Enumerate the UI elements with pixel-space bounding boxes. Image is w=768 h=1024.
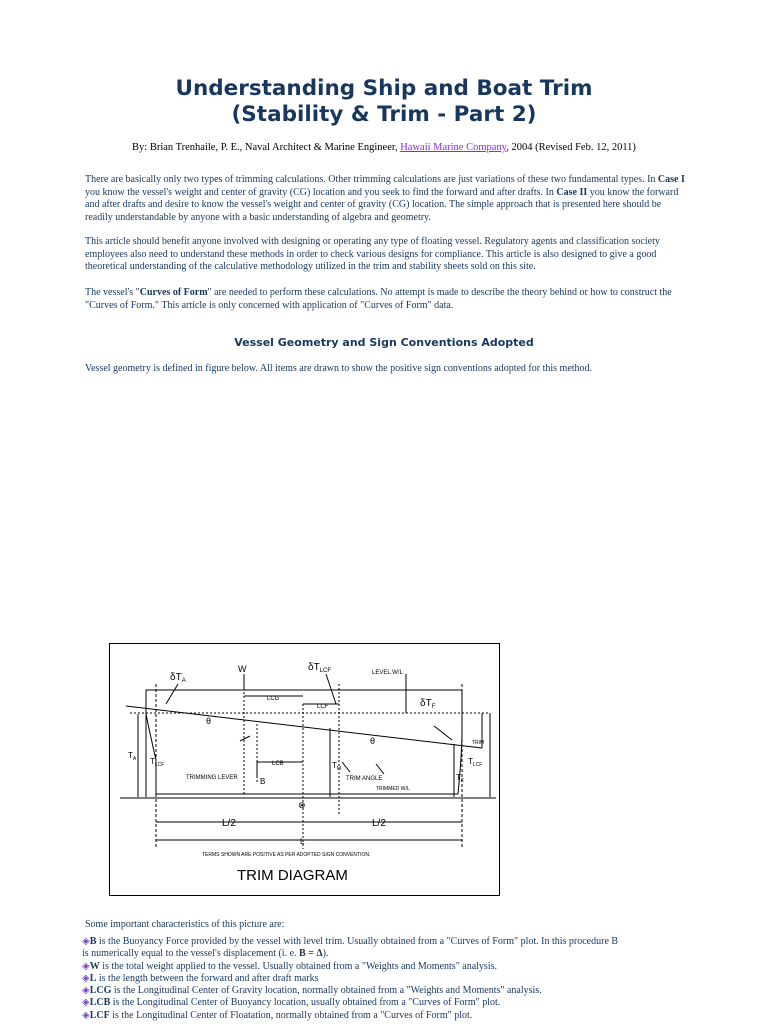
p1-text-c: you know the forward and after drafts and desire to know the vessel's weight and center of gravity (CG) location. The simple approach that is presented here should be readily understandable by anyone with a basic understanding of algebra and geometry. (85, 186, 679, 223)
w-label: W (238, 664, 247, 674)
level-wl-label: LEVEL W/L (372, 670, 403, 676)
trim-diagram-svg (110, 644, 499, 895)
term-symbol: LCB (89, 997, 111, 1009)
intro-paragraph-1 (85, 174, 685, 224)
term-text: is the Buoyancy Force provided by the vessel with level trim. Usually obtained from a "Curves of Form" plot. In this procedure B (96, 936, 619, 947)
section-text: Vessel geometry is defined in figure below. All items are drawn to show the positive sign conventions adopted for this method. (85, 363, 593, 374)
term-text: is the length between the forward and after draft marks (96, 972, 319, 984)
characteristics-intro: Some important characteristics of this picture are: (85, 919, 285, 930)
title-line-2: (Stability & Trim - Part 2) (231, 102, 537, 127)
p3-text-a: The vessel's " (85, 287, 140, 298)
p1-text-b: you know the vessel's weight and center of gravity (CG) location and you seek to find the forward and after drafts. In (85, 186, 557, 198)
bullet-diamond-icon: ◈ (82, 997, 90, 1009)
trimmed-waterline (126, 706, 485, 748)
tf-label: $T_F$ (456, 773, 464, 784)
dta-pointer (166, 684, 178, 704)
trimmed-wl-label: TRIMMED W/L (376, 786, 410, 792)
trim-angle-pointer (342, 762, 350, 772)
bullet-diamond-icon: ◈ (82, 960, 90, 972)
lcb-label: LCB (272, 761, 284, 767)
b-label: B (260, 777, 266, 786)
theta-label-2: θ (370, 736, 376, 746)
list-item (82, 948, 702, 960)
ta-label: $T_A$ (128, 751, 137, 762)
term-symbol: L (89, 972, 97, 984)
byline-prefix: By: Brian Trenhaile, P. E., Naval Architect & Marine Engineer, (132, 142, 401, 153)
diagram-caption: TRIM DIAGRAM (237, 867, 348, 884)
case-1-label: Case I (657, 174, 685, 185)
term-text: ). (322, 948, 329, 960)
tm-label: $T_M$ (332, 761, 342, 772)
bullet-diamond-icon: ◈ (82, 985, 90, 997)
byline-suffix: , 2004 (Revised Feb. 12, 2011) (506, 142, 636, 153)
dtlcf-pointer (326, 674, 336, 704)
lcf-label: LCF (317, 704, 329, 710)
sign-convention-note: TERMS SHOWN ARE POSITIVE AS PER ADOPTED SIGN CONVENTION. (202, 852, 371, 858)
term-text: is the Longitudinal Center of Gravity location, normally obtained from a "Weights and Moments" analysis. (111, 985, 542, 997)
curves-of-form-label: Curves of Form (139, 287, 208, 298)
dta-label: $\delta T_A$ (170, 672, 186, 684)
trim-angle-label: TRIM ANGLE (346, 776, 383, 782)
list-item (82, 936, 702, 948)
midship-symbol: ⊗ (298, 800, 306, 810)
term-text: is the Longitudinal Center of Floatation, normally obtained from a "Curves of Form" plot. (109, 1009, 473, 1021)
term-symbol: W (89, 960, 100, 972)
p1-text-a: There are basically only two types of trimming calculations. Other trimming calculations are just variations of these two fundamental types. In (85, 174, 658, 185)
lcg-label: LCG (267, 696, 280, 702)
intro-paragraph-2: This article should benefit anyone involved with designing or operating any type of floating vessel. Regulatory agents and classification society employees also need to understand these methods in order to check various designs for compliance. This article is also designed to give a good theoretical understanding of the calculative methodology utilized in the trim and stability sheets sold on this site. (85, 236, 660, 273)
term-text: is numerically equal to the vessel's displacement (i. e. (82, 948, 300, 960)
list-item (82, 997, 702, 1009)
byline (0, 142, 768, 153)
section-heading: Vessel Geometry and Sign Conventions Adopted (234, 336, 534, 349)
l2-left-label: L/2 (222, 818, 236, 829)
term-equation: B = Δ (299, 948, 323, 960)
tlcf-right-label: $T_{LCF}$ (468, 757, 483, 768)
dtf-label: $\delta T_F$ (420, 698, 436, 710)
list-item (82, 1010, 702, 1022)
company-link[interactable]: Hawaii Marine Company (400, 142, 507, 153)
l2-right-label: L/2 (372, 818, 386, 829)
trimming-lever-label: TRIMMING LEVER (186, 775, 238, 781)
trimming-lever-pointer (240, 736, 250, 741)
title-line-1: Understanding Ship and Boat Trim (175, 76, 593, 101)
characteristics-list (82, 936, 702, 1022)
term-symbol: LCF (89, 1009, 110, 1021)
dtf-pointer (434, 726, 452, 740)
term-symbol: LCG (89, 985, 112, 997)
list-item (82, 985, 702, 997)
case-2-label: Case II (556, 186, 588, 198)
p3-text-b: " are needed to perform these calculations. No attempt is made to describe the theory behind or how to construct the "Curves of Form." This article is only concerned with application of "Curves of Form" data. (85, 287, 672, 311)
term-text: is the total weight applied to the vessel. Usually obtained from a "Weights and Moments" analysis. (99, 960, 497, 972)
bullet-diamond-icon: ◈ (82, 936, 90, 947)
trim-diagram (109, 643, 500, 896)
theta-label-1: θ (206, 716, 212, 726)
term-symbol: B (89, 936, 97, 947)
term-text: is the Longitudinal Center of Buoyancy location, usually obtained from a "Curves of Form" plot. (110, 997, 501, 1009)
intro-paragraph-3 (85, 287, 685, 312)
list-item (82, 973, 702, 985)
tlcf-left-label: $T_{LCF}$ (150, 757, 165, 768)
dtlcf-label: $\delta T_{LCF}$ (308, 662, 332, 674)
trimmed-wl-pointer (376, 764, 384, 774)
bullet-diamond-icon: ◈ (82, 972, 90, 984)
trim-label: TRIM (472, 740, 485, 746)
list-item (82, 961, 702, 973)
l-label: L (300, 837, 305, 846)
page-title (0, 76, 768, 128)
bullet-diamond-icon: ◈ (82, 1009, 90, 1021)
